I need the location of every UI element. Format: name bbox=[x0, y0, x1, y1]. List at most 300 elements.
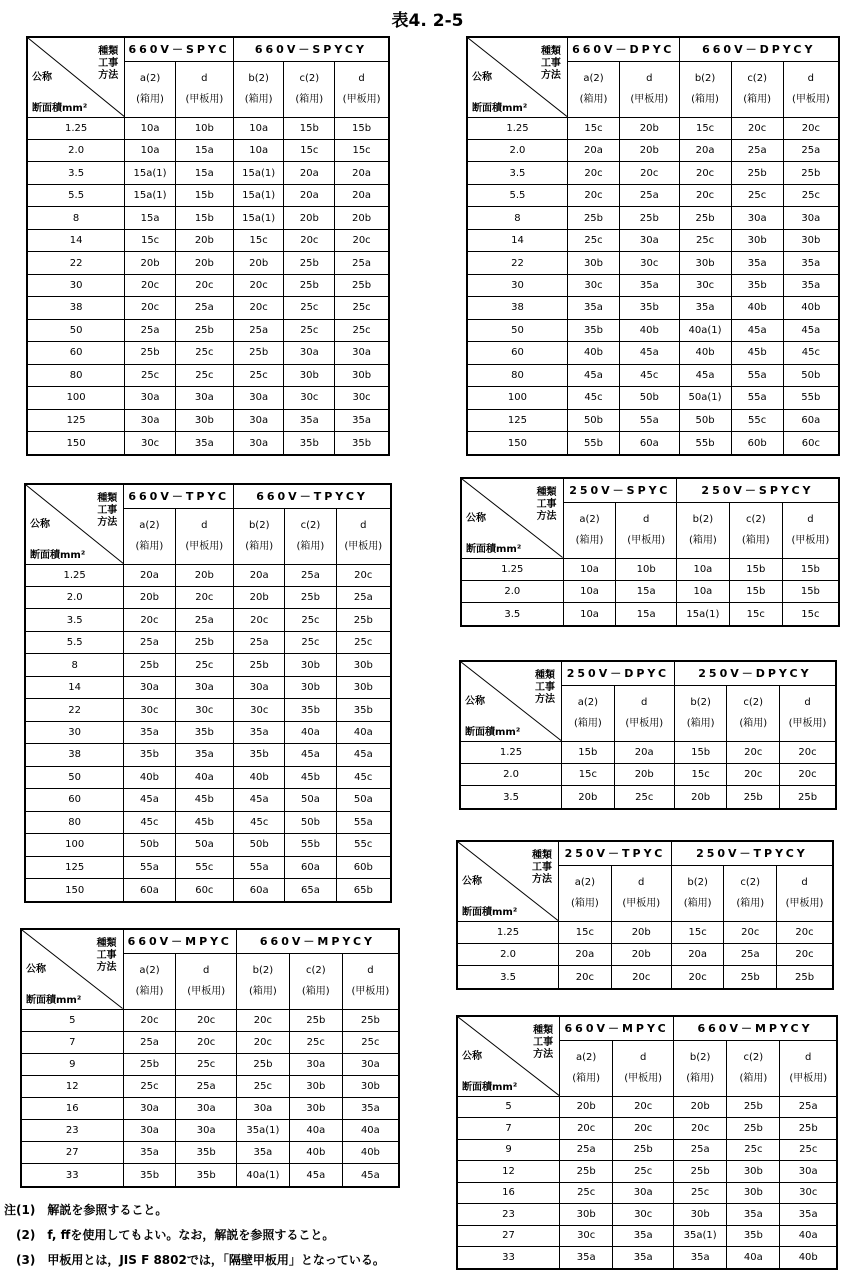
method-header bbox=[777, 865, 833, 921]
size-cell: 8 bbox=[25, 654, 124, 676]
value-cell: 55a bbox=[620, 409, 680, 431]
method-usage: (箱用) bbox=[739, 1073, 768, 1084]
value-cell: 25a bbox=[125, 319, 176, 341]
method-code: a(2) bbox=[576, 1052, 597, 1063]
value-cell: 25c bbox=[175, 654, 234, 676]
value-cell: 25c bbox=[560, 1182, 613, 1204]
method-code: a(2) bbox=[139, 520, 160, 531]
value-cell: 45a bbox=[289, 1164, 342, 1187]
group-header-1: 250V－SPYC bbox=[563, 478, 676, 502]
value-cell: 30b bbox=[336, 676, 391, 698]
method-code: d bbox=[804, 697, 811, 708]
value-cell: 20c bbox=[284, 229, 335, 251]
value-cell: 40a bbox=[727, 1247, 780, 1270]
value-cell: 40a bbox=[780, 1225, 837, 1247]
value-cell: 15a(1) bbox=[125, 184, 176, 206]
value-cell: 25b bbox=[783, 162, 839, 184]
data-table bbox=[459, 660, 837, 810]
value-cell: 20b bbox=[335, 207, 389, 229]
method-header bbox=[124, 508, 175, 564]
value-cell: 40b bbox=[731, 297, 783, 319]
value-cell: 25c bbox=[175, 364, 233, 386]
value-cell: 60b bbox=[336, 856, 391, 878]
value-cell: 35a bbox=[560, 1247, 613, 1270]
value-cell: 45a bbox=[783, 319, 839, 341]
table-row bbox=[461, 603, 839, 626]
value-cell: 40a bbox=[175, 766, 234, 788]
method-header bbox=[234, 508, 285, 564]
table-row bbox=[457, 1161, 837, 1183]
value-cell: 35b bbox=[285, 699, 336, 721]
note-2: (2) f, ffを使用してもよい。なお，解説を参照すること。 bbox=[4, 1228, 335, 1242]
value-cell: 55a bbox=[731, 364, 783, 386]
value-cell: 30b bbox=[336, 654, 391, 676]
value-cell: 65a bbox=[285, 879, 336, 902]
table-row bbox=[467, 207, 839, 229]
corner-method-label: 工事 方法 bbox=[96, 950, 117, 973]
table-row bbox=[460, 741, 836, 763]
method-usage: (箱用) bbox=[296, 541, 325, 552]
table-row bbox=[467, 162, 839, 184]
table-row bbox=[467, 342, 839, 364]
value-cell: 35b bbox=[620, 297, 680, 319]
value-cell: 25b bbox=[234, 654, 285, 676]
method-code: d bbox=[805, 1052, 812, 1063]
value-cell: 30c bbox=[679, 274, 731, 296]
value-cell: 15c bbox=[671, 921, 724, 943]
value-cell: 35b bbox=[123, 1164, 176, 1187]
size-cell: 38 bbox=[25, 744, 124, 766]
corner-area-label: 断面積mm² bbox=[462, 906, 518, 918]
corner-nominal-label: 公称 bbox=[32, 71, 52, 83]
value-cell: 20c bbox=[780, 763, 836, 785]
size-cell: 80 bbox=[27, 364, 125, 386]
value-cell: 25c bbox=[123, 1075, 176, 1097]
method-usage: (箱用) bbox=[575, 535, 604, 546]
note-1: 注(1) 解説を参照すること。 bbox=[4, 1203, 168, 1217]
value-cell: 15b bbox=[729, 580, 782, 602]
corner-kind-label: 種類 bbox=[97, 493, 118, 504]
value-cell: 45b bbox=[175, 789, 234, 811]
value-cell: 35a bbox=[783, 274, 839, 296]
table-row bbox=[467, 432, 839, 455]
size-cell: 5.5 bbox=[25, 631, 124, 653]
value-cell: 20b bbox=[674, 1096, 727, 1118]
table-row bbox=[457, 1118, 837, 1140]
value-cell: 20c bbox=[336, 564, 391, 586]
table-row bbox=[27, 387, 389, 409]
value-cell: 25c bbox=[780, 1139, 837, 1161]
value-cell: 20c bbox=[236, 1009, 289, 1031]
table-row bbox=[27, 297, 389, 319]
table-row bbox=[457, 1247, 837, 1270]
method-usage: (箱用) bbox=[136, 94, 164, 105]
value-cell: 30c bbox=[780, 1182, 837, 1204]
value-cell: 10b bbox=[175, 117, 233, 139]
value-cell: 15b bbox=[562, 741, 615, 763]
value-cell: 35a bbox=[284, 409, 335, 431]
value-cell: 55c bbox=[731, 409, 783, 431]
method-header bbox=[284, 61, 335, 117]
value-cell: 20c bbox=[620, 162, 680, 184]
value-cell: 30b bbox=[285, 676, 336, 698]
value-cell: 20c bbox=[125, 297, 176, 319]
method-header bbox=[616, 502, 676, 558]
value-cell: 30a bbox=[123, 1098, 176, 1120]
value-cell: 35a bbox=[234, 721, 285, 743]
size-cell: 14 bbox=[25, 676, 124, 698]
value-cell: 20a bbox=[124, 564, 175, 586]
value-cell: 35a(1) bbox=[674, 1225, 727, 1247]
method-usage: (箱用) bbox=[570, 898, 599, 909]
value-cell: 25b bbox=[560, 1161, 613, 1183]
value-cell: 55c bbox=[336, 834, 391, 856]
method-header bbox=[620, 61, 680, 117]
value-cell: 50b bbox=[567, 409, 619, 431]
size-cell: 30 bbox=[27, 274, 125, 296]
table-row bbox=[27, 252, 389, 274]
method-usage: (甲板用) bbox=[788, 718, 827, 729]
value-cell: 15b bbox=[782, 580, 839, 602]
value-cell: 25b bbox=[336, 609, 391, 631]
corner-method-label: 工事 方法 bbox=[536, 499, 557, 522]
method-header bbox=[731, 61, 783, 117]
value-cell: 50b bbox=[783, 364, 839, 386]
method-header bbox=[674, 1040, 727, 1096]
method-usage: (甲板用) bbox=[185, 94, 224, 105]
value-cell: 30a bbox=[124, 676, 175, 698]
size-cell: 22 bbox=[27, 252, 125, 274]
value-cell: 30b bbox=[342, 1075, 399, 1097]
value-cell: 60a bbox=[124, 879, 175, 902]
table-row bbox=[457, 1182, 837, 1204]
method-header bbox=[611, 865, 671, 921]
table-row bbox=[457, 921, 833, 943]
value-cell: 20b bbox=[125, 252, 176, 274]
value-cell: 35b bbox=[335, 432, 389, 455]
value-cell: 25a bbox=[175, 297, 233, 319]
table-660v-tpyc bbox=[24, 483, 392, 903]
table-row bbox=[25, 586, 391, 608]
size-cell: 30 bbox=[467, 274, 567, 296]
method-code: d bbox=[646, 73, 653, 84]
value-cell: 25c bbox=[731, 184, 783, 206]
value-cell: 50a(1) bbox=[679, 387, 731, 409]
value-cell: 20c bbox=[613, 1096, 674, 1118]
value-cell: 50b bbox=[620, 387, 680, 409]
method-usage: (箱用) bbox=[736, 898, 765, 909]
size-cell: 30 bbox=[25, 721, 124, 743]
value-cell: 25a bbox=[123, 1031, 176, 1053]
value-cell: 15c bbox=[559, 921, 612, 943]
method-code: b(2) bbox=[694, 73, 716, 84]
value-cell: 25b bbox=[780, 1118, 837, 1140]
value-cell: 25c bbox=[674, 1182, 727, 1204]
value-cell: 15a(1) bbox=[233, 207, 284, 229]
value-cell: 25a bbox=[176, 1075, 236, 1097]
value-cell: 15c bbox=[729, 603, 782, 626]
value-cell: 60c bbox=[175, 879, 234, 902]
value-cell: 25c bbox=[613, 1161, 674, 1183]
value-cell: 25b bbox=[727, 786, 780, 809]
size-cell: 8 bbox=[27, 207, 125, 229]
value-cell: 25a bbox=[560, 1139, 613, 1161]
value-cell: 25c bbox=[567, 229, 619, 251]
value-cell: 15b bbox=[335, 117, 389, 139]
value-cell: 35b bbox=[124, 744, 175, 766]
value-cell: 30b bbox=[289, 1098, 342, 1120]
value-cell: 45a bbox=[342, 1164, 399, 1187]
table-row bbox=[27, 364, 389, 386]
size-cell: 16 bbox=[21, 1098, 123, 1120]
value-cell: 25c bbox=[176, 1053, 236, 1075]
value-cell: 10a bbox=[125, 139, 176, 161]
corner-header bbox=[25, 484, 124, 564]
value-cell: 10a bbox=[563, 603, 616, 626]
value-cell: 25b bbox=[233, 342, 284, 364]
method-usage: (甲板用) bbox=[342, 94, 381, 105]
value-cell: 10b bbox=[616, 558, 676, 580]
method-code: b(2) bbox=[690, 697, 711, 708]
value-cell: 30c bbox=[284, 387, 335, 409]
table-row bbox=[457, 1096, 837, 1118]
size-cell: 50 bbox=[25, 766, 124, 788]
value-cell: 25a bbox=[234, 631, 285, 653]
method-usage: (箱用) bbox=[688, 535, 717, 546]
group-header-2: 250V－DPYCY bbox=[674, 661, 836, 685]
table-row bbox=[25, 654, 391, 676]
method-header bbox=[613, 1040, 674, 1096]
method-code: c(2) bbox=[740, 877, 761, 888]
size-cell: 8 bbox=[467, 207, 567, 229]
value-cell: 35a bbox=[620, 274, 680, 296]
note-3: (3) 甲板用とは，JIS F 8802では，「隔壁甲板用」となっている。 bbox=[4, 1253, 385, 1267]
value-cell: 15a bbox=[175, 139, 233, 161]
method-usage: (箱用) bbox=[248, 986, 277, 997]
corner-area-label: 断面積mm² bbox=[472, 102, 528, 114]
table-row bbox=[467, 409, 839, 431]
value-cell: 20c bbox=[236, 1031, 289, 1053]
method-usage: (箱用) bbox=[245, 541, 274, 552]
size-cell: 38 bbox=[27, 297, 125, 319]
value-cell: 30c bbox=[560, 1225, 613, 1247]
value-cell: 30c bbox=[234, 699, 285, 721]
value-cell: 15c bbox=[567, 117, 619, 139]
size-cell: 50 bbox=[467, 319, 567, 341]
group-header-2: 660V－MPYCY bbox=[236, 929, 399, 953]
value-cell: 40b bbox=[780, 1247, 837, 1270]
value-cell: 60c bbox=[783, 432, 839, 455]
value-cell: 35a bbox=[335, 409, 389, 431]
value-cell: 25a bbox=[620, 184, 680, 206]
value-cell: 25b bbox=[284, 274, 335, 296]
corner-nominal-label: 公称 bbox=[466, 512, 486, 524]
method-code: d bbox=[643, 514, 650, 525]
value-cell: 25c bbox=[285, 609, 336, 631]
value-cell: 20a bbox=[284, 184, 335, 206]
value-cell: 30c bbox=[620, 252, 680, 274]
value-cell: 15a bbox=[175, 162, 233, 184]
size-cell: 80 bbox=[467, 364, 567, 386]
value-cell: 30a bbox=[620, 229, 680, 251]
size-cell: 3.5 bbox=[461, 603, 563, 626]
value-cell: 35b bbox=[731, 274, 783, 296]
value-cell: 30a bbox=[731, 207, 783, 229]
method-code: c(2) bbox=[743, 1052, 764, 1063]
table-row bbox=[27, 319, 389, 341]
method-usage: (箱用) bbox=[135, 541, 164, 552]
value-cell: 20a bbox=[567, 139, 619, 161]
size-cell: 2.0 bbox=[25, 586, 124, 608]
value-cell: 30a bbox=[236, 1098, 289, 1120]
value-cell: 50a bbox=[175, 834, 234, 856]
value-cell: 20c bbox=[783, 117, 839, 139]
value-cell: 45a bbox=[124, 789, 175, 811]
method-usage: (甲板用) bbox=[789, 1073, 828, 1084]
value-cell: 20b bbox=[614, 763, 674, 785]
method-header bbox=[233, 61, 284, 117]
method-header bbox=[727, 685, 780, 741]
method-usage: (甲板用) bbox=[344, 541, 383, 552]
size-cell: 125 bbox=[27, 409, 125, 431]
value-cell: 10a bbox=[563, 558, 616, 580]
value-cell: 20c bbox=[727, 763, 780, 785]
size-cell: 23 bbox=[457, 1204, 560, 1226]
value-cell: 40b bbox=[567, 342, 619, 364]
group-header-1: 250V－DPYC bbox=[562, 661, 675, 685]
method-code: c(2) bbox=[745, 514, 766, 525]
value-cell: 25b bbox=[724, 966, 777, 989]
table-row bbox=[461, 558, 839, 580]
value-cell: 25a bbox=[336, 586, 391, 608]
method-code: b(2) bbox=[689, 1052, 711, 1063]
method-header bbox=[782, 502, 839, 558]
method-usage: (箱用) bbox=[301, 986, 330, 997]
table-row bbox=[27, 432, 389, 455]
value-cell: 20b bbox=[175, 229, 233, 251]
method-code: a(2) bbox=[139, 73, 161, 84]
value-cell: 10a bbox=[125, 117, 176, 139]
value-cell: 25a bbox=[780, 1096, 837, 1118]
method-usage: (甲板用) bbox=[187, 986, 226, 997]
table-row bbox=[25, 744, 391, 766]
value-cell: 30a bbox=[233, 387, 284, 409]
method-header bbox=[285, 508, 336, 564]
value-cell: 30b bbox=[783, 229, 839, 251]
value-cell: 30a bbox=[335, 342, 389, 364]
corner-area-label: 断面積mm² bbox=[26, 994, 82, 1006]
corner-nominal-label: 公称 bbox=[465, 695, 485, 707]
table-row bbox=[21, 1031, 399, 1053]
value-cell: 25c bbox=[284, 297, 335, 319]
table-row bbox=[25, 879, 391, 902]
value-cell: 20c bbox=[731, 117, 783, 139]
method-code: d bbox=[201, 520, 208, 531]
header-row-types bbox=[25, 484, 391, 508]
method-header bbox=[289, 953, 342, 1009]
table-row bbox=[461, 580, 839, 602]
corner-header bbox=[467, 37, 567, 117]
method-usage: (箱用) bbox=[683, 898, 712, 909]
value-cell: 20a bbox=[234, 564, 285, 586]
value-cell: 20c bbox=[611, 966, 671, 989]
value-cell: 30c bbox=[613, 1204, 674, 1226]
value-cell: 30a bbox=[125, 387, 176, 409]
method-header bbox=[727, 1040, 780, 1096]
value-cell: 55a bbox=[234, 856, 285, 878]
notes bbox=[4, 1198, 385, 1273]
value-cell: 35a bbox=[236, 1142, 289, 1164]
value-cell: 25c bbox=[175, 342, 233, 364]
value-cell: 25a bbox=[335, 252, 389, 274]
size-cell: 27 bbox=[21, 1142, 123, 1164]
value-cell: 20c bbox=[125, 274, 176, 296]
value-cell: 25b bbox=[175, 631, 234, 653]
size-cell: 22 bbox=[467, 252, 567, 274]
value-cell: 20a bbox=[335, 162, 389, 184]
group-header-1: 660V－MPYC bbox=[560, 1016, 674, 1040]
value-cell: 20c bbox=[124, 609, 175, 631]
corner-header bbox=[21, 929, 123, 1009]
value-cell: 20c bbox=[559, 966, 612, 989]
corner-method-label: 工事 方法 bbox=[535, 682, 556, 705]
value-cell: 55a bbox=[124, 856, 175, 878]
value-cell: 30c bbox=[125, 432, 176, 455]
value-cell: 20b bbox=[620, 139, 680, 161]
method-usage: (甲板用) bbox=[185, 541, 224, 552]
value-cell: 25c bbox=[284, 319, 335, 341]
table-row bbox=[457, 1204, 837, 1226]
method-header bbox=[783, 61, 839, 117]
value-cell: 20b bbox=[611, 921, 671, 943]
method-code: d bbox=[640, 1052, 647, 1063]
value-cell: 20b bbox=[175, 564, 234, 586]
size-cell: 2.0 bbox=[460, 763, 562, 785]
value-cell: 20c bbox=[777, 921, 833, 943]
method-code: d bbox=[358, 73, 365, 84]
value-cell: 30b bbox=[727, 1161, 780, 1183]
table-660v-mpyc-left bbox=[20, 928, 400, 1188]
value-cell: 45b bbox=[175, 811, 234, 833]
value-cell: 45a bbox=[285, 744, 336, 766]
group-header-2: 660V－TPYCY bbox=[234, 484, 391, 508]
value-cell: 25c bbox=[679, 229, 731, 251]
value-cell: 25b bbox=[780, 786, 836, 809]
value-cell: 20c bbox=[780, 741, 836, 763]
table-row bbox=[467, 274, 839, 296]
size-cell: 150 bbox=[25, 879, 124, 902]
table-250v-tpyc bbox=[456, 840, 834, 990]
value-cell: 25b bbox=[236, 1053, 289, 1075]
corner-area-label: 断面積mm² bbox=[462, 1081, 518, 1093]
method-header bbox=[236, 953, 289, 1009]
header-row-types bbox=[21, 929, 399, 953]
size-cell: 16 bbox=[457, 1182, 560, 1204]
value-cell: 20c bbox=[674, 1118, 727, 1140]
corner-header bbox=[461, 478, 563, 558]
size-cell: 7 bbox=[457, 1118, 560, 1140]
size-cell: 3.5 bbox=[467, 162, 567, 184]
corner-kind-label: 種類 bbox=[533, 1025, 554, 1036]
method-usage: (箱用) bbox=[135, 986, 164, 997]
corner-method-label: 工事 方法 bbox=[97, 505, 118, 528]
data-table bbox=[26, 36, 390, 456]
corner-method-label: 工事 方法 bbox=[532, 862, 553, 885]
table-row bbox=[457, 943, 833, 965]
value-cell: 30c bbox=[175, 699, 234, 721]
method-usage: (箱用) bbox=[573, 718, 602, 729]
corner-nominal-label: 公称 bbox=[472, 71, 492, 83]
